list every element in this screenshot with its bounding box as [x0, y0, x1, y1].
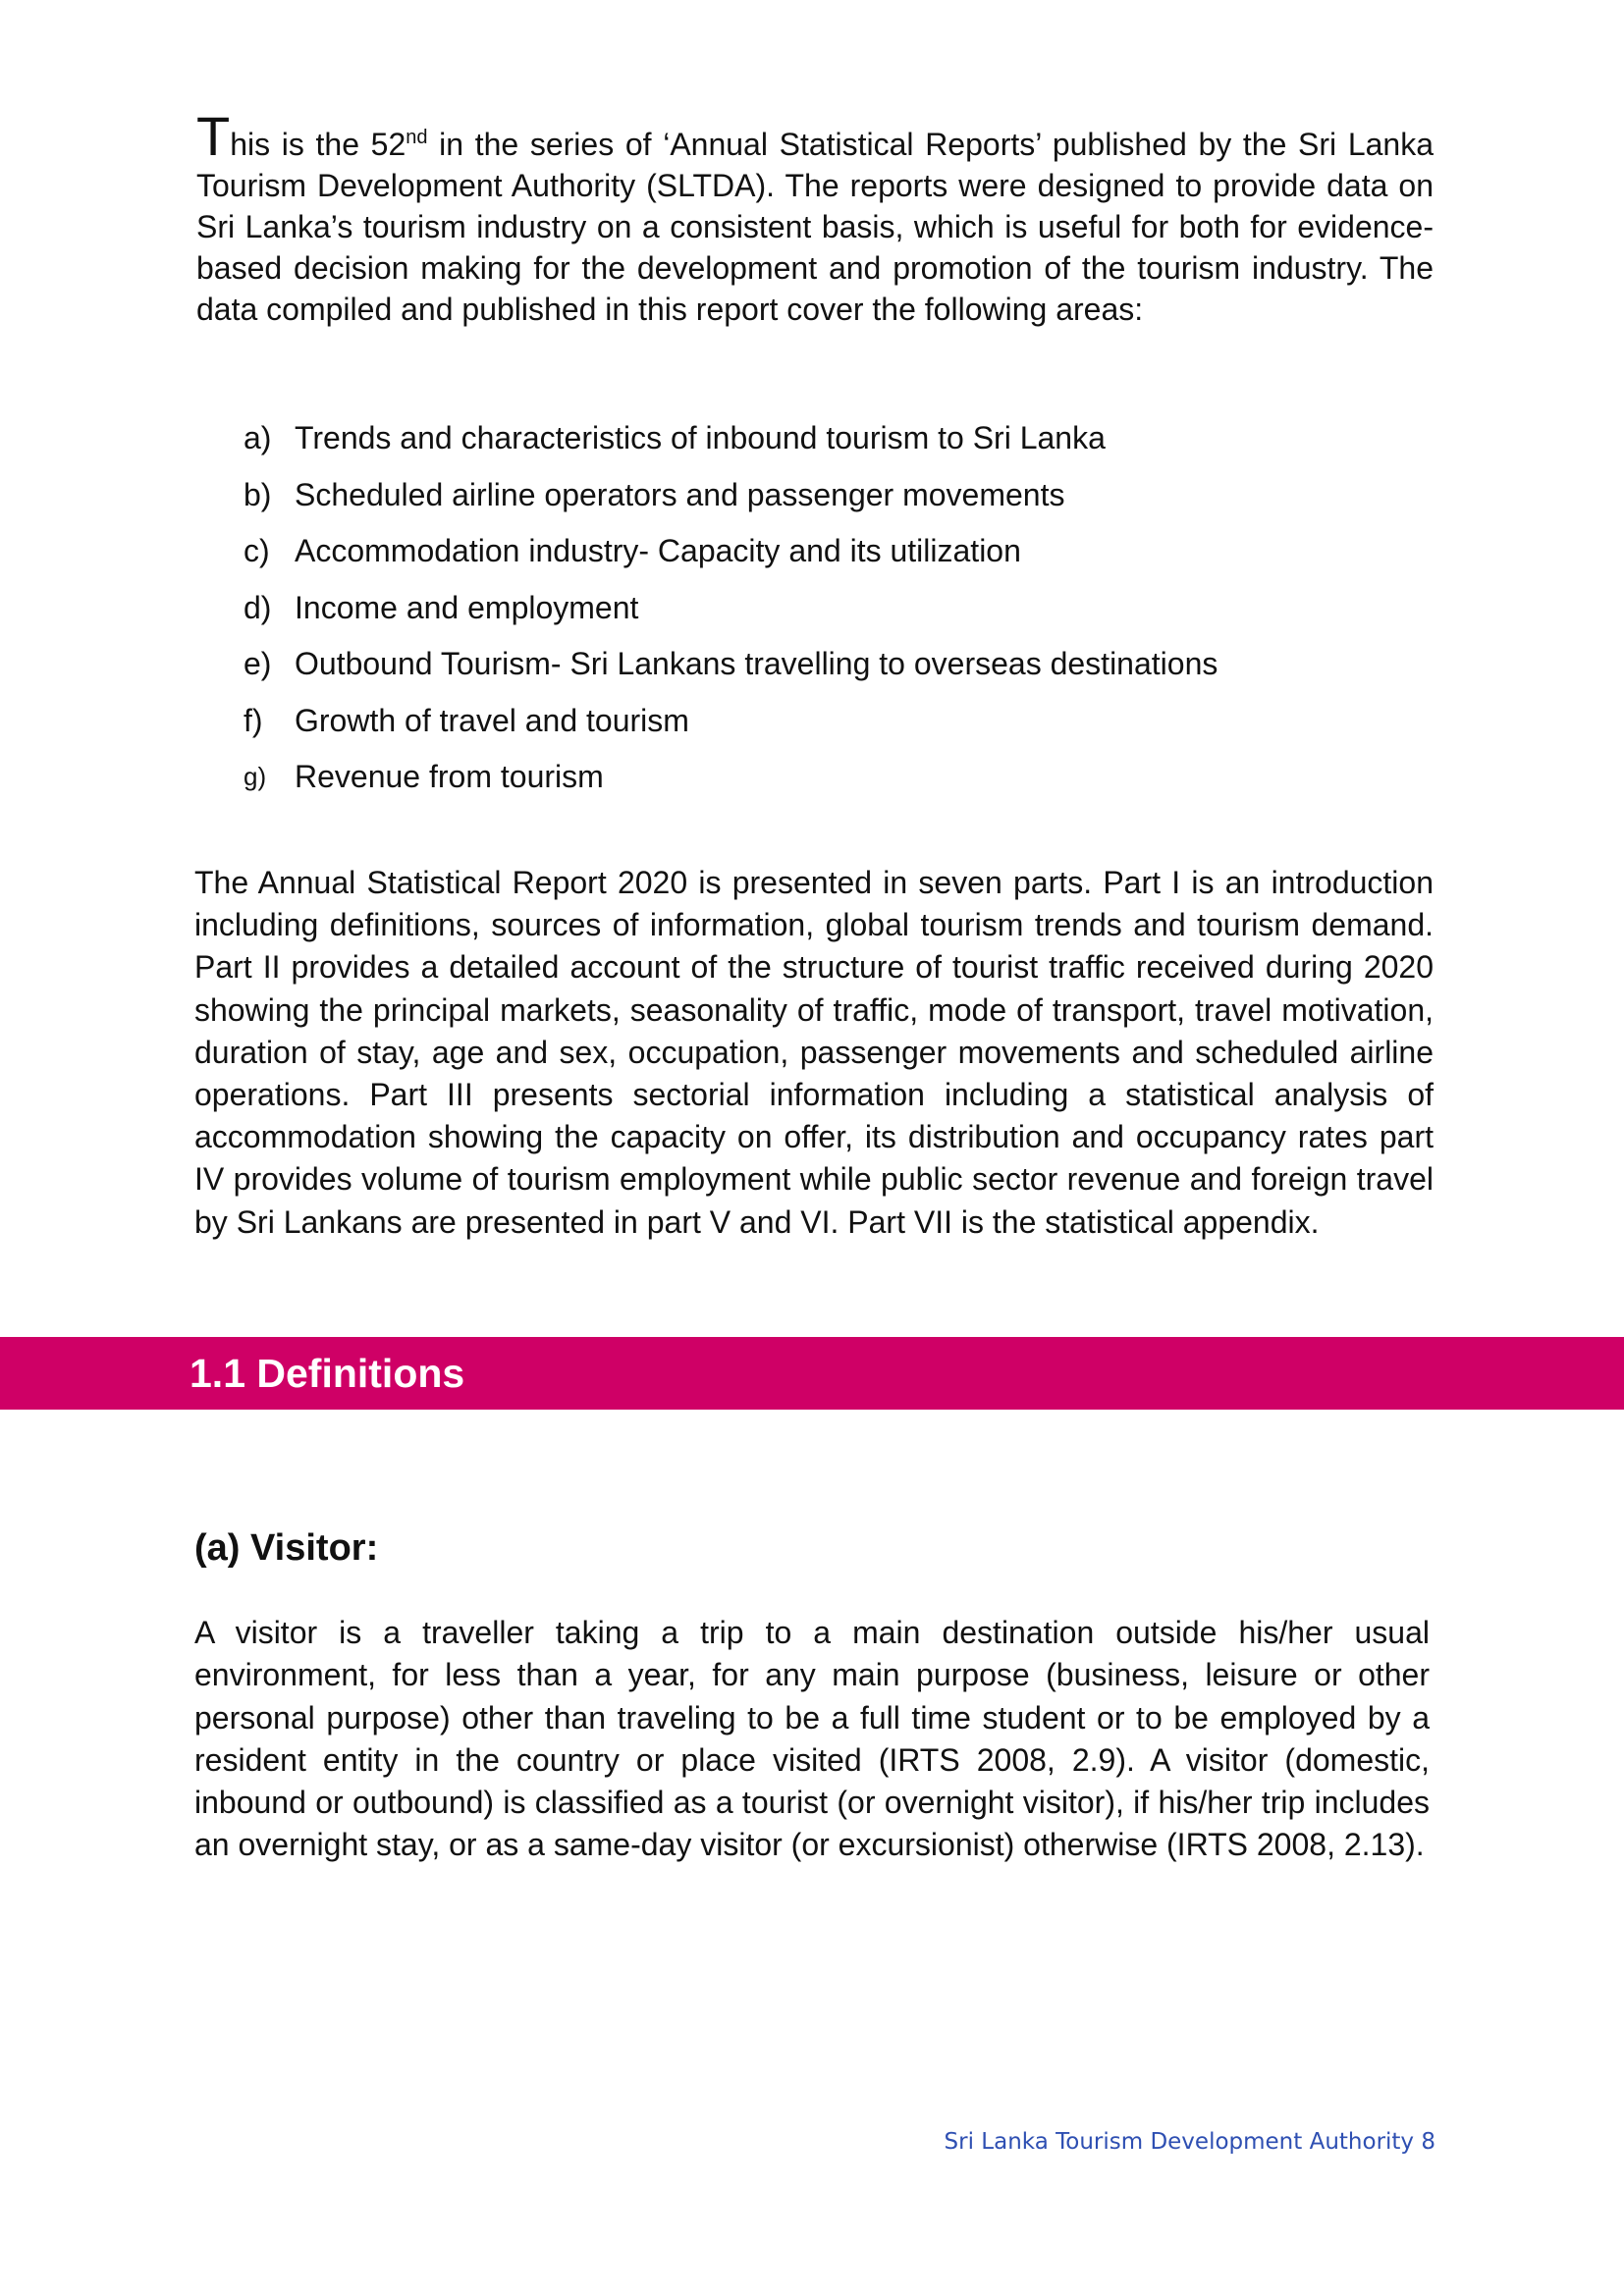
list-marker: g) — [244, 762, 267, 791]
intro-rest: in the series of ‘Annual Statistical Reports’ published by the Sri Lanka Tourism Development Authority (SLTDA). The reports were designed to provide data on Sri Lanka’s tourism industry on a consistent basis, which is useful for both for evidence-based decision making for the development and promotion of the tourism industry. The data compiled and published in this report cover the following areas: — [196, 127, 1434, 327]
list-item-text: Outbound Tourism- Sri Lankans travelling to overseas destinations — [295, 646, 1218, 681]
list-marker: e) — [244, 646, 272, 681]
list-item — [244, 414, 1422, 471]
list-item-text: Revenue from tourism — [295, 759, 604, 794]
coverage-areas-list — [244, 414, 1422, 810]
list-item — [244, 640, 1422, 697]
list-item-text: Accommodation industry- Capacity and its utilization — [295, 533, 1021, 568]
overview-paragraph: The Annual Statistical Report 2020 is presented in seven parts. Part I is an introduction including definitions, sources of information, global tourism trends and tourism demand. Part II provides a detailed account of the structure of tourist traffic received during 2020 showing the principal markets, seasonality of traffic, mode of transport, travel motivation, duration of stay, age and sex, occupation, passenger movements and scheduled airline operations. Part III presents sectorial information including a statistical analysis of accommodation showing the capacity on offer, its distribution and occupancy rates part IV provides volume of tourism employment while public sector revenue and foreign travel by Sri Lankans are presented in part V and VI. Part VII is the statistical appendix. — [194, 865, 1434, 1240]
list-item-text: Income and employment — [295, 589, 639, 625]
page-footer: Sri Lanka Tourism Development Authority 8 — [944, 2129, 1435, 2155]
list-marker: a) — [244, 420, 272, 455]
list-item-text: Trends and characteristics of inbound tourism to Sri Lanka — [295, 420, 1106, 455]
list-item — [244, 527, 1422, 584]
list-item — [244, 697, 1422, 754]
list-marker: f) — [244, 702, 263, 738]
list-marker: d) — [244, 589, 272, 625]
intro-lead: his is the 52 — [230, 127, 406, 162]
list-item — [244, 753, 1422, 810]
list-item-text: Growth of travel and tourism — [295, 702, 689, 738]
section-banner — [0, 1337, 1624, 1410]
visitor-heading: (a) Visitor: — [194, 1527, 379, 1569]
list-marker: c) — [244, 533, 270, 568]
drop-cap: T — [196, 105, 231, 167]
ordinal-suffix: nd — [406, 127, 428, 148]
list-item — [244, 584, 1422, 641]
visitor-definition: A visitor is a traveller taking a trip to a main destination outside his/her usual environment, for less than a year, for any main purpose (business, leisure or other personal purpose) other than traveling to be a full time student or to be employed by a resident entity in the country or place visited (IRTS 2008, 2.9). A visitor (domestic, inbound or outbound) is classified as a tourist (or overnight visitor), if his/her trip includes an overnight stay, or as a same-day visitor (or excursionist) otherwise (IRTS 2008, 2.13). — [194, 1615, 1430, 1863]
list-marker: b) — [244, 476, 272, 512]
intro-paragraph — [196, 105, 1434, 330]
section-title: 1.1 Definitions — [189, 1351, 465, 1396]
list-item — [244, 471, 1422, 528]
list-item-text: Scheduled airline operators and passenger movements — [295, 476, 1065, 512]
